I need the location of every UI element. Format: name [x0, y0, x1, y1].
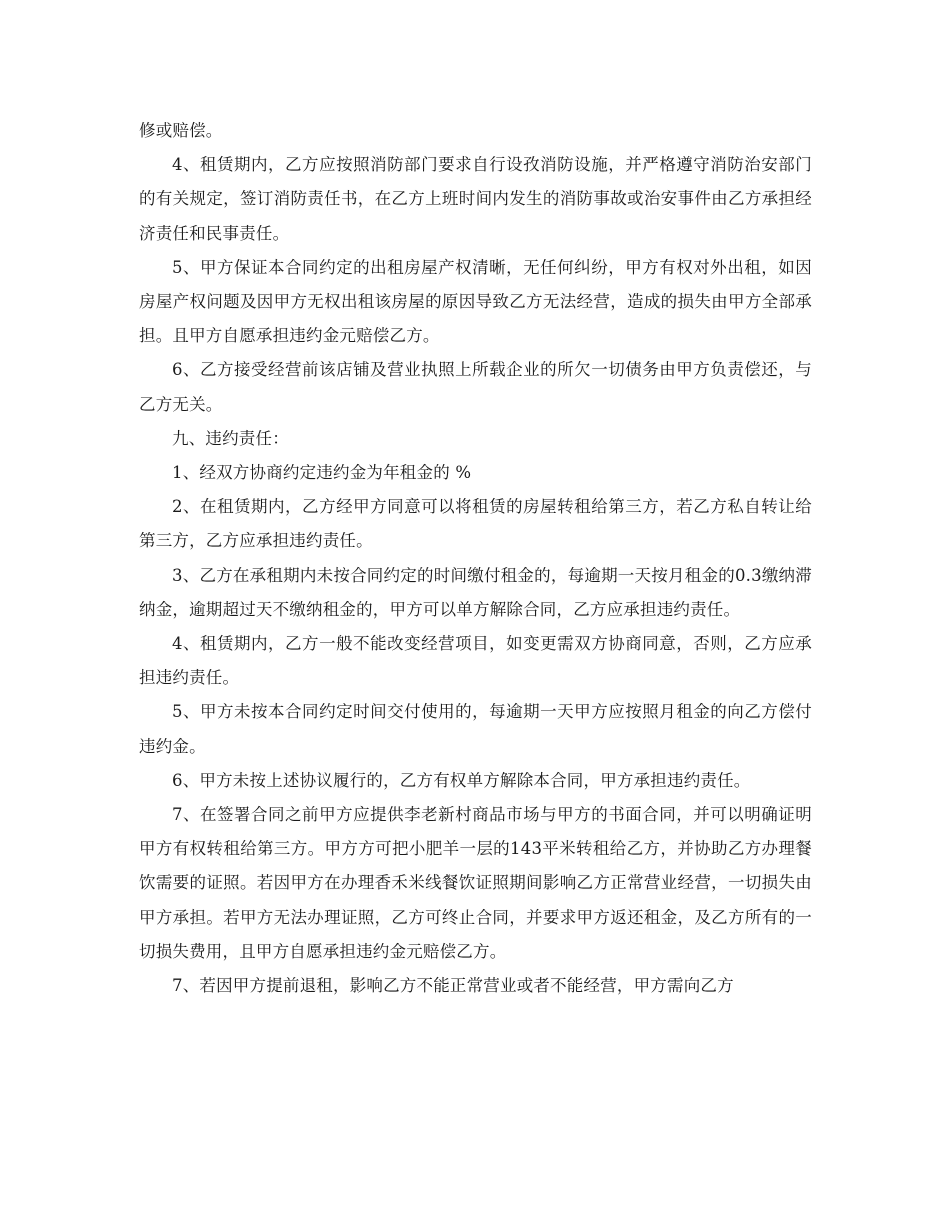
- paragraph-early-withdrawal: 7、若因甲方提前退租，影响乙方不能正常营业或者不能经营，甲方需向乙方: [172, 976, 734, 996]
- document-body: [139, 114, 812, 1003]
- paragraph-sublease-proof: 7、在签署合同之前甲方应提供李老新村商品市场与甲方的书面合同，并可以明确证明甲方有权转租给第三方。甲方方可把小肥羊一层的143平米转租给乙方，并协助乙方办理餐饮需要的证照。若因甲方在办理香禾米线餐饮证照期间影响乙方正常营业经营，一切损失由甲方承担。若甲方无法办理证照，乙方可终止合同，并要求甲方返还租金，及乙方所有的一切损失费用，且甲方自愿承担违约金元赔偿乙方。: [139, 805, 812, 961]
- paragraph-late-delivery: 5、甲方未按本合同约定时间交付使用的，每逾期一天甲方应按照月租金的向乙方偿付违约金。: [139, 702, 812, 756]
- paragraph-sublease: 2、在租赁期内，乙方经甲方同意可以将租赁的房屋转租给第三方，若乙方私自转让给第三方，乙方应承担违约责任。: [139, 497, 812, 551]
- paragraph-fire-safety: 4、租赁期内，乙方应按照消防部门要求自行设孜消防设施，并严格遵守消防治安部门的有关规定，签订消防责任书，在乙方上班时间内发生的消防事故或治安事件由乙方承担经济责任和民事责任。: [139, 155, 812, 243]
- paragraph-business-change: 4、租赁期内，乙方一般不能改变经营项目，如变更需双方协商同意，否则，乙方应承担违约责任。: [139, 634, 812, 688]
- section-heading-breach-liability: 九、违约责任：: [172, 428, 289, 448]
- paragraph-property-rights: 5、甲方保证本合同约定的出租房屋产权清晰，无任何纠纷，甲方有权对外出租，如因房屋产权问题及因甲方无权出租该房屋的原因导致乙方无法经营，造成的损失由甲方全部承担。且甲方自愿承担违约金元赔偿乙方。: [139, 257, 812, 346]
- paragraph-repair-compensation-end: 修或赔偿。: [139, 121, 223, 140]
- paragraph-prior-debts: 6、乙方接受经营前该店铺及营业执照上所载企业的所欠一切债务由甲方负责偿还，与乙方无关。: [139, 360, 812, 414]
- paragraph-late-rent: 3、乙方在承租期内未按合同约定的时间缴付租金的，每逾期一天按月租金的0.3缴纳滞纳金，逾期超过天不缴纳租金的，甲方可以单方解除合同，乙方应承担违约责任。: [139, 565, 812, 619]
- paragraph-termination-right: 6、甲方未按上述协议履行的，乙方有权单方解除本合同，甲方承担违约责任。: [172, 770, 751, 790]
- paragraph-penalty-rate: 1、经双方协商约定违约金为年租金的 %: [172, 463, 472, 483]
